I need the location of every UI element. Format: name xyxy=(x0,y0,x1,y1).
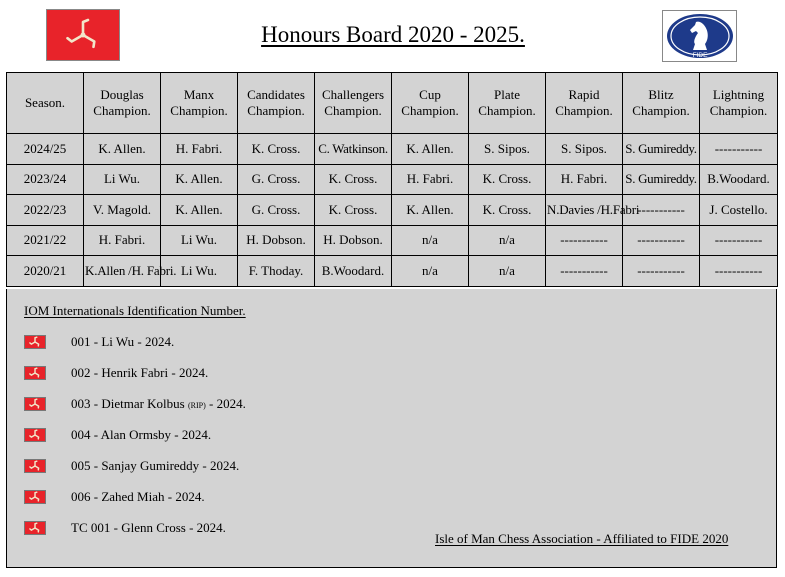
cell-douglas: Li Wu. xyxy=(84,164,161,195)
cell-manx: K. Allen. xyxy=(161,195,238,226)
cell-cup: n/a xyxy=(392,256,469,287)
cell-plate: n/a xyxy=(469,256,546,287)
cell-challengers: K. Cross. xyxy=(315,195,392,226)
triskelion-flag-icon xyxy=(24,366,46,380)
triskelion-flag-icon xyxy=(24,521,46,535)
header-blitz: Blitz Champion. xyxy=(623,73,700,134)
cell-rapid: H. Fabri. xyxy=(546,164,623,195)
cell-douglas: H. Fabri. xyxy=(84,225,161,256)
list-item xyxy=(24,427,211,443)
id-entry-text: 006 - Zahed Miah - 2024. xyxy=(71,489,205,504)
header-plate: Plate Champion. xyxy=(469,73,546,134)
header-manx: Manx Champion. xyxy=(161,73,238,134)
cell-douglas: K.Allen /H. Fabri. xyxy=(84,256,161,287)
table-header xyxy=(7,73,778,134)
identification-title: IOM Internationals Identification Number. xyxy=(24,303,246,318)
table-row xyxy=(7,134,778,165)
header-candidates: Candidates Champion. xyxy=(238,73,315,134)
cell-manx: H. Fabri. xyxy=(161,134,238,165)
header-cup: Cup Champion. xyxy=(392,73,469,134)
cell-candidates: K. Cross. xyxy=(238,134,315,165)
triskelion-icon xyxy=(63,15,103,55)
cell-blitz: ----------- xyxy=(623,195,700,226)
cell-challengers: K. Cross. xyxy=(315,164,392,195)
cell-candidates: G. Cross. xyxy=(238,164,315,195)
list-item xyxy=(24,334,174,350)
triskelion-flag-icon xyxy=(24,490,46,504)
cell-douglas: K. Allen. xyxy=(84,134,161,165)
table-row xyxy=(7,164,778,195)
cell-rapid: ----------- xyxy=(546,225,623,256)
list-item xyxy=(24,396,246,412)
identification-panel xyxy=(6,289,777,568)
cell-manx: Li Wu. xyxy=(161,256,238,287)
id-entry-text: 005 - Sanjay Gumireddy - 2024. xyxy=(71,458,240,473)
list-item xyxy=(24,520,226,536)
cell-cup: H. Fabri. xyxy=(392,164,469,195)
cell-plate: S. Sipos. xyxy=(469,134,546,165)
association-footer: Isle of Man Chess Association - Affiliated to FIDE 2020 xyxy=(435,531,729,546)
cell-manx: Li Wu. xyxy=(161,225,238,256)
cell-lightning: ----------- xyxy=(700,256,778,287)
cell-manx: K. Allen. xyxy=(161,164,238,195)
iom-flag xyxy=(46,9,120,61)
cell-plate: K. Cross. xyxy=(469,195,546,226)
cell-candidates: G. Cross. xyxy=(238,195,315,226)
header-douglas: Douglas Champion. xyxy=(84,73,161,134)
cell-blitz: S. Gumireddy. xyxy=(623,134,700,165)
cell-blitz: ----------- xyxy=(623,256,700,287)
cell-rapid: ----------- xyxy=(546,256,623,287)
fide-logo xyxy=(662,10,737,62)
table-row xyxy=(7,195,778,226)
cell-blitz: ----------- xyxy=(623,225,700,256)
cell-plate: n/a xyxy=(469,225,546,256)
cell-challengers: H. Dobson. xyxy=(315,225,392,256)
cell-lightning: ----------- xyxy=(700,225,778,256)
id-entry-text: 003 - Dietmar Kolbus (RIP) - 2024. xyxy=(71,396,246,411)
id-entry-text: TC 001 - Glenn Cross - 2024. xyxy=(71,520,226,535)
triskelion-flag-icon xyxy=(24,459,46,473)
triskelion-flag-icon xyxy=(24,397,46,411)
header-rapid: Rapid Champion. xyxy=(546,73,623,134)
table-body xyxy=(7,134,778,287)
table-row xyxy=(7,225,778,256)
cell-challengers: C. Watkinson. xyxy=(315,134,392,165)
fide-logo-text: FIDE xyxy=(692,52,707,59)
list-item xyxy=(24,458,239,474)
list-item xyxy=(24,365,208,381)
cell-rapid: N.Davies /H.Fabri xyxy=(546,195,623,226)
id-entry-text: 001 - Li Wu - 2024. xyxy=(71,334,175,349)
cell-season: 2022/23 xyxy=(7,195,84,226)
triskelion-flag-icon xyxy=(24,335,46,349)
cell-douglas: V. Magold. xyxy=(84,195,161,226)
id-entry-text: 002 - Henrik Fabri - 2024. xyxy=(71,365,209,380)
cell-lightning: B.Woodard. xyxy=(700,164,778,195)
cell-season: 2021/22 xyxy=(7,225,84,256)
header-season: Season. xyxy=(7,73,84,134)
list-item xyxy=(24,489,205,505)
cell-plate: K. Cross. xyxy=(469,164,546,195)
cell-season: 2020/21 xyxy=(7,256,84,287)
page-title: Honours Board 2020 - 2025. xyxy=(261,22,525,47)
cell-rapid: S. Sipos. xyxy=(546,134,623,165)
cell-blitz: S. Gumireddy. xyxy=(623,164,700,195)
cell-cup: K. Allen. xyxy=(392,134,469,165)
cell-cup: K. Allen. xyxy=(392,195,469,226)
cell-lightning: J. Costello. xyxy=(700,195,778,226)
honours-table xyxy=(6,72,778,287)
triskelion-flag-icon xyxy=(24,428,46,442)
cell-season: 2023/24 xyxy=(7,164,84,195)
header-challengers: Challengers Champion. xyxy=(315,73,392,134)
rip-note: (RIP) xyxy=(187,401,206,410)
fide-knight-logo-icon xyxy=(665,12,735,60)
cell-lightning: ----------- xyxy=(700,134,778,165)
cell-candidates: H. Dobson. xyxy=(238,225,315,256)
cell-candidates: F. Thoday. xyxy=(238,256,315,287)
cell-cup: n/a xyxy=(392,225,469,256)
cell-challengers: B.Woodard. xyxy=(315,256,392,287)
id-entry-text: 004 - Alan Ormsby - 2024. xyxy=(71,427,212,442)
header-lightning: Lightning Champion. xyxy=(700,73,778,134)
cell-season: 2024/25 xyxy=(7,134,84,165)
table-row xyxy=(7,256,778,287)
